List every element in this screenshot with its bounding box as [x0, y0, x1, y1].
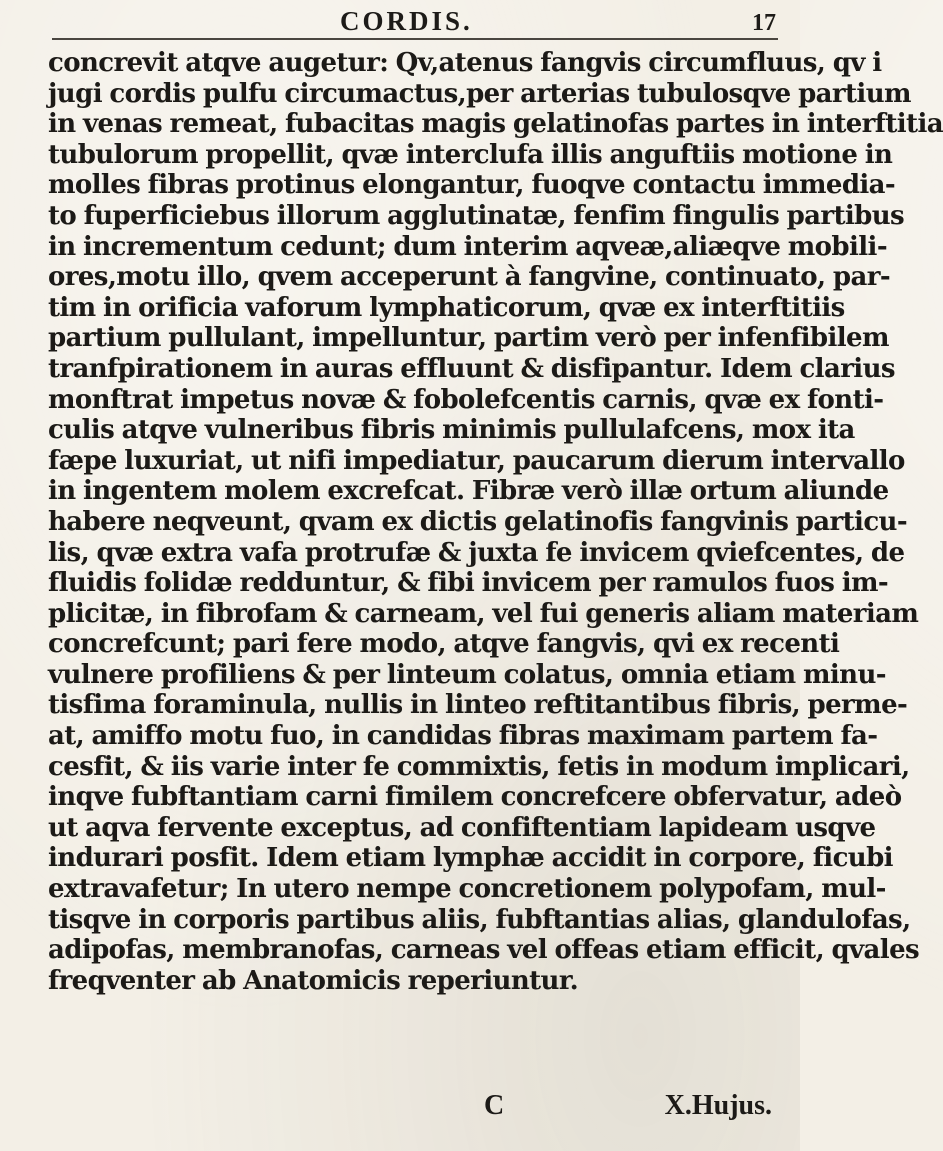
text-line: tubulorum propellit, qvæ interclufa illis anguftiis motione in [48, 139, 893, 170]
running-head: CORDIS. [340, 6, 473, 36]
text-line: at, amiffo motu fuo, in candidas fibras maximam partem fa- [48, 721, 878, 752]
text-line: plicitæ, in fibrofam & carneam, vel fui generis aliam materiam [48, 598, 919, 629]
catchword: X.Hujus. [664, 1090, 772, 1121]
text-line: cesfit, & iis varie inter fe commixtis, fetis in modum implicari, [48, 751, 910, 782]
text-line: vulnere profiliens & per linteum colatus, omnia etiam minu- [48, 659, 886, 690]
text-line: fluidis folidæ redduntur, & fibi invicem per ramulos fuos im- [48, 568, 889, 599]
text-line: indurari posfit. Idem etiam lymphæ accidit in corpore, ficubi [48, 843, 893, 874]
text-line: tisqve in corporis partibus aliis, fubftantias alias, glandulofas, [48, 904, 911, 935]
text-line: lis, qvæ extra vafa protrufæ & juxta fe invicem qviefcentes, de [48, 537, 905, 568]
text-line: fæpe luxuriat, ut nifi impediatur, paucarum dierum intervallo [48, 445, 905, 476]
text-line: inqve fubftantiam carni fimilem concrefcere obfervatur, adeò [48, 782, 902, 813]
text-line: monftrat impetus novæ & fobolefcentis carnis, qvæ ex fonti- [48, 384, 884, 415]
text-line: in incrementum cedunt; dum interim aqveæ,aliæqve mobili- [48, 231, 888, 262]
text-line: concrefcunt; pari fere modo, atqve fangvis, qvi ex recenti [48, 629, 840, 660]
header-rule [52, 38, 778, 40]
signature-mark: C [484, 1090, 505, 1121]
main-text-block [48, 48, 943, 996]
text-line: to fuperficiebus illorum agglutinatæ, fenfim fingulis partibus [48, 200, 905, 231]
text-line: in venas remeat, fubacitas magis gelatinofas partes in interftitia [48, 109, 943, 140]
text-line: tim in orificia vaforum lymphaticorum, qvæ ex interftitiis [48, 292, 845, 323]
text-line: jugi cordis pulfu circumactus,per arterias tubulosqve partium [48, 78, 911, 109]
text-line: concrevit atqve augetur: Qv,atenus fangvis circumfluus, qv i [48, 48, 882, 78]
text-line: ut aqva fervente exceptus, ad confiftentiam lapideam usqve [48, 812, 876, 843]
page-footer [48, 1090, 776, 1130]
text-line: tisfima foraminula, nullis in linteo reftitantibus fibris, perme- [48, 690, 908, 721]
page-number: 17 [752, 10, 776, 36]
text-line: partium pullulant, impelluntur, partim verò per infenfibilem [48, 323, 889, 354]
text-line-final: freqventer ab Anatomicis reperiuntur. [48, 965, 579, 996]
text-line: ores,motu illo, qvem acceperunt à fangvine, continuato, par- [48, 262, 891, 293]
text-line: molles fibras protinus elongantur, fuoqve contactu immedia- [48, 170, 896, 201]
text-line: tranfpirationem in auras effluunt & disfipantur. Idem clarius [48, 353, 895, 384]
text-line: habere neqveunt, qvam ex dictis gelatinofis fangvinis particu- [48, 506, 908, 537]
text-line: extravafetur; In utero nempe concretionem polypofam, mul- [48, 874, 886, 905]
text-line: adipofas, membranofas, carneas vel offeas etiam efficit, qvales [48, 935, 920, 966]
text-line: culis atqve vulneribus fibris minimis pullulafcens, mox ita [48, 415, 855, 446]
text-line: in ingentem molem excrefcat. Fibræ verò illæ ortum aliunde [48, 476, 889, 507]
